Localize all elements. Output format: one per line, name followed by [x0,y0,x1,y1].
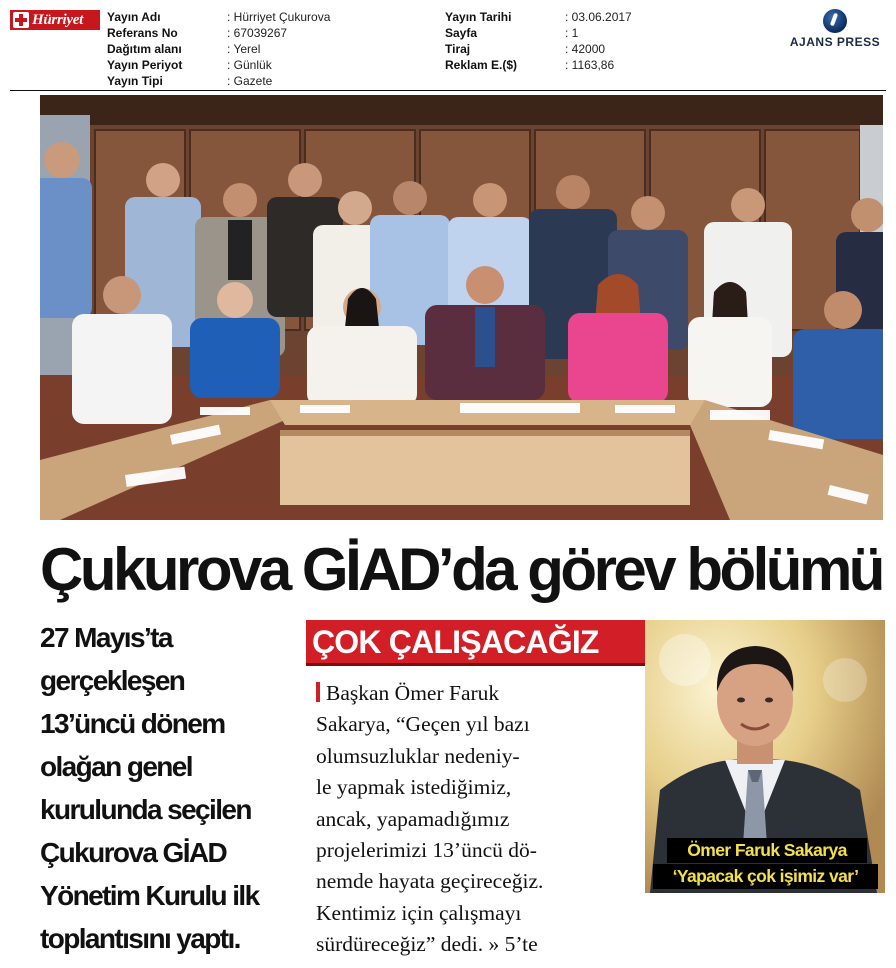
group-photo [40,95,883,520]
meta-value: : 1 [565,26,579,40]
meta-value: : Hürriyet Çukurova [227,10,331,24]
meta-row [107,9,330,25]
meta-label: Yayın Periyot [107,58,183,72]
paragraph-marker-icon [316,682,320,702]
body-line: ancak, yapamadığımız [316,806,510,831]
meta-value: : 67039267 [227,26,288,40]
photo-caption-name: Ömer Faruk Sakarya [667,838,867,863]
meta-row [107,73,330,89]
logo-text: Hürriyet [32,11,83,28]
meta-row [107,25,330,41]
body-line: olumsuzluklar nedeniy- [316,743,520,768]
publication-meta-left [107,9,330,89]
body-line: Kentimiz için çalışmayı [316,900,522,925]
article-lead [40,616,302,960]
body-line: projelerimizi 13’üncü dö- [316,838,537,863]
headline: Çukurova GİAD’da görev bölümü [40,536,882,603]
lead-line: olağan genel [40,751,192,782]
meta-value: : Günlük [227,58,272,72]
publication-meta-right [445,9,632,73]
agency-name: AJANS PRESS [789,35,881,49]
meta-value: : 03.06.2017 [565,10,632,24]
lead-line: gerçekleşen [40,665,185,696]
meta-label: Tiraj [445,42,471,56]
body-line: le yapmak istediğimiz, [316,775,512,800]
hurriyet-logo [10,10,100,30]
meta-label: Referans No [107,26,178,40]
lead-line: kurulunda seçilen [40,794,251,825]
meta-value: : Gazete [227,74,273,88]
lead-line: Çukurova GİAD [40,837,227,868]
meta-label: Sayfa [445,26,478,40]
lead-line: 13’üncü dönem [40,708,225,739]
lead-line: toplantısını yaptı. [40,923,240,954]
meta-row [445,9,632,25]
body-line [316,678,642,709]
ajans-press-logo [780,9,890,49]
meta-row [445,41,632,57]
meta-value: : Yerel [227,42,261,56]
lead-line: 27 Mayıs’ta [40,622,172,653]
photo-caption-quote: ‘Yapacak çok işimiz var’ [653,864,878,889]
meta-label: Yayın Adı [107,10,161,24]
body-line-text: Başkan Ömer Faruk [326,681,500,705]
body-line: nemde hayata geçireceğiz. [316,869,544,894]
meta-label: Yayın Tarihi [445,10,512,24]
header-divider [10,90,886,91]
lead-line: Yönetim Kurulu ilk [40,880,259,911]
globe-icon [823,9,847,33]
meta-row [107,57,330,73]
body-line: Sakarya, “Geçen yıl bazı [316,712,530,737]
clipping-header [0,0,896,92]
meta-row [445,57,632,73]
group-photo-illustration [40,95,883,520]
meta-row [445,25,632,41]
meta-value: : 42000 [565,42,606,56]
meta-label: Dağıtım alanı [107,42,182,56]
body-line: sürdüreceğiz” dedi. » 5’te [316,932,538,957]
meta-row [107,41,330,57]
article-body [316,678,642,961]
cross-icon [13,12,29,28]
subheading-bar: ÇOK ÇALIŞACAĞIZ [306,620,666,663]
subheading-shadow [306,663,666,666]
meta-value: : 1163,86 [565,58,615,72]
meta-label: Reklam E.($) [445,58,518,72]
meta-label: Yayın Tipi [107,74,163,88]
